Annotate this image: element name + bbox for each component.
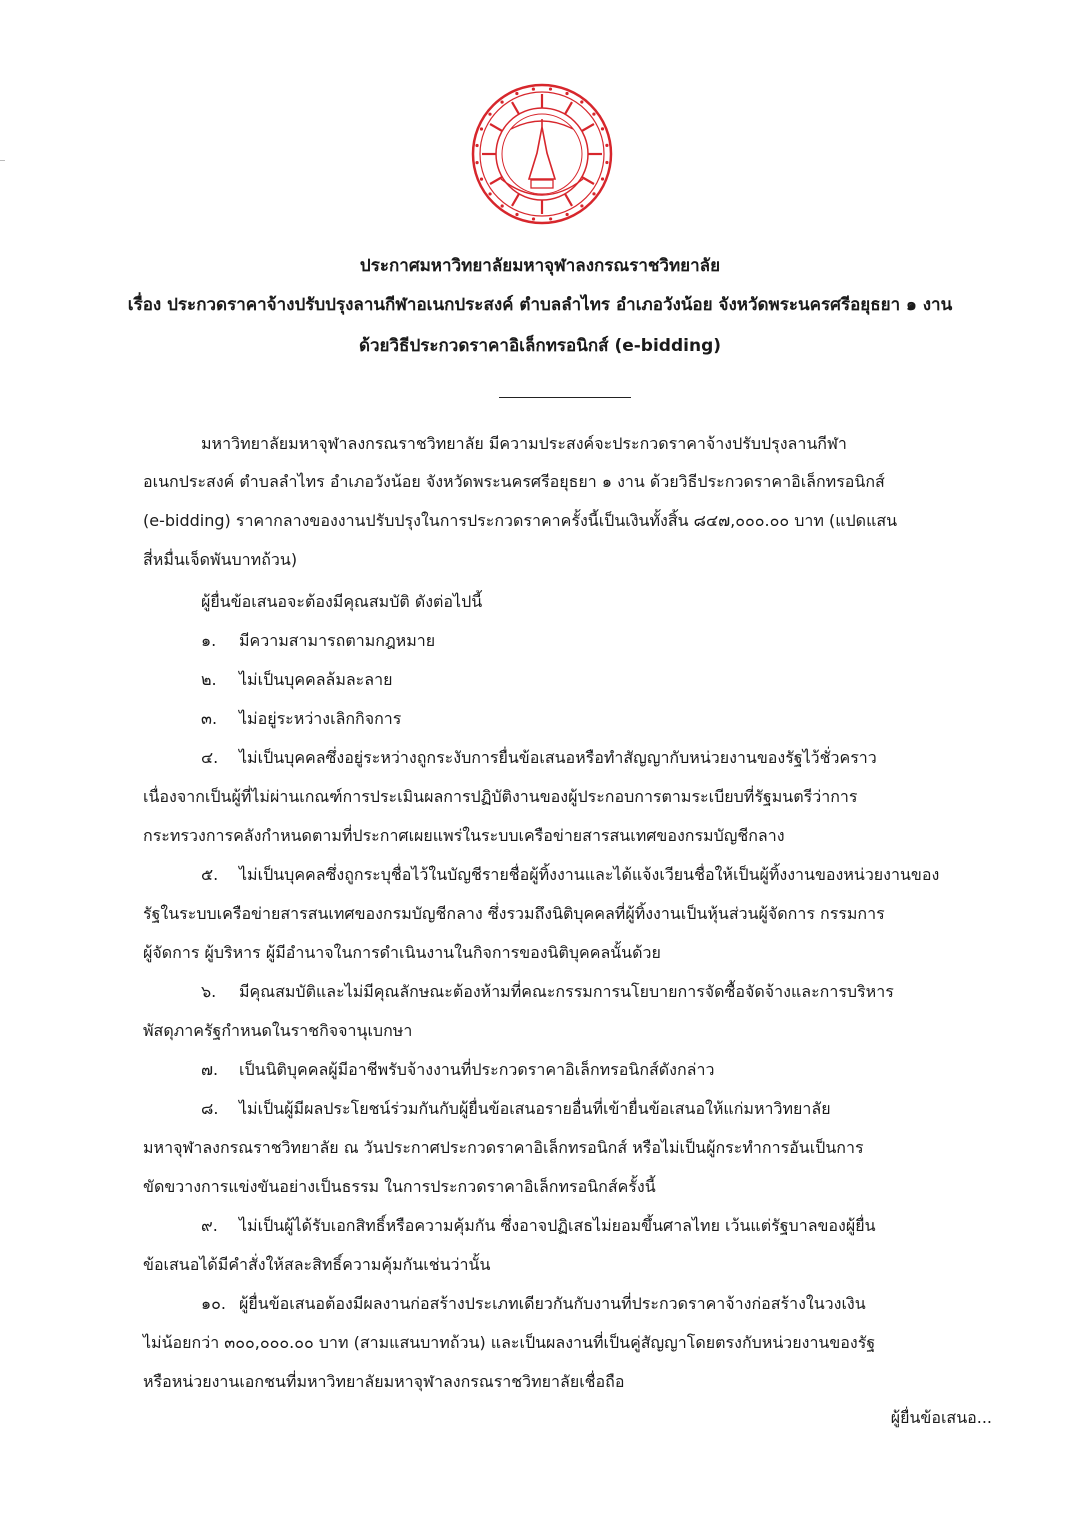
title-divider [499,397,631,398]
seal-bead [592,192,595,195]
item-text: มีคุณสมบัติและไม่มีคุณลักษณะต้องห้ามที่คณะกรรมการนโยบายการจัดซื้อจัดจ้างและการบริหาร [239,982,894,1001]
seal-spoke [490,124,502,131]
item-number: ๕. [201,865,219,884]
seal-bead [580,204,583,207]
item-text: ไม่เป็นบุคคลซึ่งถูกระบุชื่อไว้ในบัญชีรายชื่อผู้ทิ้งงานและได้แจ้งเวียนชื่อให้เป็นผู้ทิ้งงานของหน่วยงานของ [239,865,940,884]
seal-bead [566,213,569,216]
item-text: ไม่น้อยกว่า ๓๐๐,๐๐๐.๐๐ บาท (สามแสนบาทถ้วน) และเป็นผลงานที่เป็นคู่สัญญาโดยตรงกับหน่วยงานของรัฐ [143,1333,876,1352]
announcement-method: ด้วยวิธีประกวดราคาอิเล็กทรอนิกส์ (e-bidding) [358,336,722,356]
seal-bead [480,178,483,181]
item-text: พัสดุภาครัฐกำหนดในราชกิจจานุเบกษา [143,1021,413,1040]
qualification-item [201,1294,866,1313]
item-number: ๔. [201,748,219,767]
seal-bead [532,87,535,90]
qualification-item [201,670,392,689]
qualification-item [201,865,939,884]
seal-spoke [565,102,572,114]
qualification-item [201,748,877,767]
seal-bead [488,113,491,116]
seal-bead [532,217,535,220]
item-number: ๑. [201,631,217,650]
qualification-item [201,709,401,728]
seal-bead [500,100,503,103]
item-text: ขัดขวางการแข่งขันอย่างเป็นธรรม ในการประกวดราคาอิเล็กทรอนิกส์ครั้งนี้ [143,1177,656,1196]
seal-spoke [565,194,572,206]
item-number: ๖. [201,982,217,1001]
qualifications-intro: ผู้ยื่นข้อเสนอจะต้องมีคุณสมบัติ ดังต่อไปนี้ [201,592,483,611]
intro-line: อเนกประสงค์ ตำบลลำไทร อำเภอวังน้อย จังหวัดพระนครศรีอยุธยา ๑ งาน ด้วยวิธีประกวดราคาอิเล็กทรอนิกส์ [143,472,885,491]
qualification-item [201,1216,876,1235]
item-text: หรือหน่วยงานเอกชนที่มหาวิทยาลัยมหาจุฬาลงกรณราชวิทยาลัยเชื่อถือ [143,1372,625,1391]
item-text: มีความสามารถตามกฎหมาย [239,631,436,650]
item-number: ๑๐. [201,1294,227,1313]
announcement-subject: เรื่อง ประกวดราคาจ้างปรับปรุงลานกีฬาอเนกประสงค์ ตำบลลำไทร อำเภอวังน้อย จังหวัดพระนครศรีอยุธยา ๑ งาน [127,295,953,315]
qualification-item [201,631,435,650]
item-text: ไม่เป็นบุคคลล้มละลาย [239,670,393,689]
seal-bead [565,92,568,95]
seal-bead [580,100,583,103]
qualification-item [201,982,894,1001]
university-seal-icon [471,83,613,225]
item-number: ๓. [201,709,218,728]
item-number: ๗. [201,1060,219,1079]
item-text: รัฐในระบบเครือข่ายสารสนเทศของกรมบัญชีกลาง ซึ่งรวมถึงนิติบุคคลที่ผู้ทิ้งงานเป็นหุ้นส่วนผู้จัดการ กรรมการ [143,904,885,923]
item-text: ข้อเสนอได้มีคำสั่งให้สละสิทธิ์ความคุ้มกันเช่นว่านั้น [143,1255,491,1274]
continuation-marker: ผู้ยื่นข้อเสนอ... [890,1408,992,1427]
item-number: ๙. [201,1216,218,1235]
qualification-item [201,1060,714,1079]
seal-bead [601,177,604,180]
item-text: ไม่เป็นผู้ได้รับเอกสิทธิ์หรือความคุ้มกัน ซึ่งอาจปฏิเสธไม่ยอมขึ้นศาลไทย เว้นแต่รัฐบาลของผู้ยื่น [239,1216,876,1235]
item-text: ไม่เป็นผู้มีผลประโยชน์ร่วมกันกับผู้ยื่นข้อเสนอรายอื่นที่เข้ายื่นข้อเสนอให้แก่มหาวิทยาลัย [239,1099,831,1118]
seal-bead [475,144,478,147]
scan-margin-mark [0,160,5,161]
item-text: ผู้ยื่นข้อเสนอต้องมีผลงานก่อสร้างประเภทเดียวกันกับงานที่ประกวดราคาจ้างก่อสร้างในวงเงิน [239,1294,866,1313]
seal-bead [475,161,478,164]
intro-line: สี่หมื่นเจ็ดพันบาทถ้วน) [143,550,298,569]
item-text: กระทรวงการคลังกำหนดตามที่ประกาศเผยแพร่ในระบบเครือข่ายสารสนเทศของกรมบัญชีกลาง [143,826,785,845]
seal-bead [605,161,608,164]
seal-bead [601,127,604,130]
seal-bead [480,127,483,130]
item-text: เป็นนิติบุคคลผู้มีอาชีพรับจ้างงานที่ประกวดราคาอิเล็กทรอนิกส์ดังกล่าว [239,1060,715,1079]
seal-bead [515,92,518,95]
seal-bead [501,204,504,207]
item-text: ไม่เป็นบุคคลซึ่งอยู่ระหว่างถูกระงับการยื่นข้อเสนอหรือทำสัญญากับหน่วยงานของรัฐไว้ชั่วคราว [239,748,877,767]
item-text: ผู้จัดการ ผู้บริหาร ผู้มีอำนาจในการดำเนินงานในกิจการของนิติบุคคลนั้นด้วย [143,943,661,962]
intro-line: (e-bidding) ราคากลางของงานปรับปรุงในการประกวดราคาครั้งนี้เป็นเงินทั้งสิ้น ๘๔๗,๐๐๐.๐๐ บาท (แปดแสน [143,511,898,530]
item-number: ๒. [201,670,217,689]
qualification-item [201,1099,831,1118]
seal-bead [488,192,491,195]
item-text: ไม่อยู่ระหว่างเลิกกิจการ [239,709,402,728]
item-text: มหาจุฬาลงกรณราชวิทยาลัย ณ วันประกาศประกวดราคาอิเล็กทรอนิกส์ หรือไม่เป็นผู้กระทำการอันเป็นการ [143,1138,864,1157]
seal-spoke [512,194,519,206]
item-text: เนื่องจากเป็นผู้ที่ไม่ผ่านเกณฑ์การประเมินผลการปฏิบัติงานของผู้ประกอบการตามระเบียบที่รัฐมนตรีว่าการ [143,787,858,806]
seal-bead [549,217,552,220]
seal-bead [515,213,518,216]
intro-line: มหาวิทยาลัยมหาจุฬาลงกรณราชวิทยาลัย มีความประสงค์จะประกวดราคาจ้างปรับปรุงลานกีฬา [201,434,847,453]
seal-spoke [512,102,519,114]
announcement-title: ประกาศมหาวิทยาลัยมหาจุฬาลงกรณราชวิทยาลัย [359,256,721,276]
seal-spoke [582,124,594,131]
seal-bead [592,112,595,115]
item-number: ๘. [201,1099,219,1118]
seal-spoke [490,177,502,184]
seal-bead [605,144,608,147]
seal-spoke [582,177,594,184]
seal-bead [549,87,552,90]
